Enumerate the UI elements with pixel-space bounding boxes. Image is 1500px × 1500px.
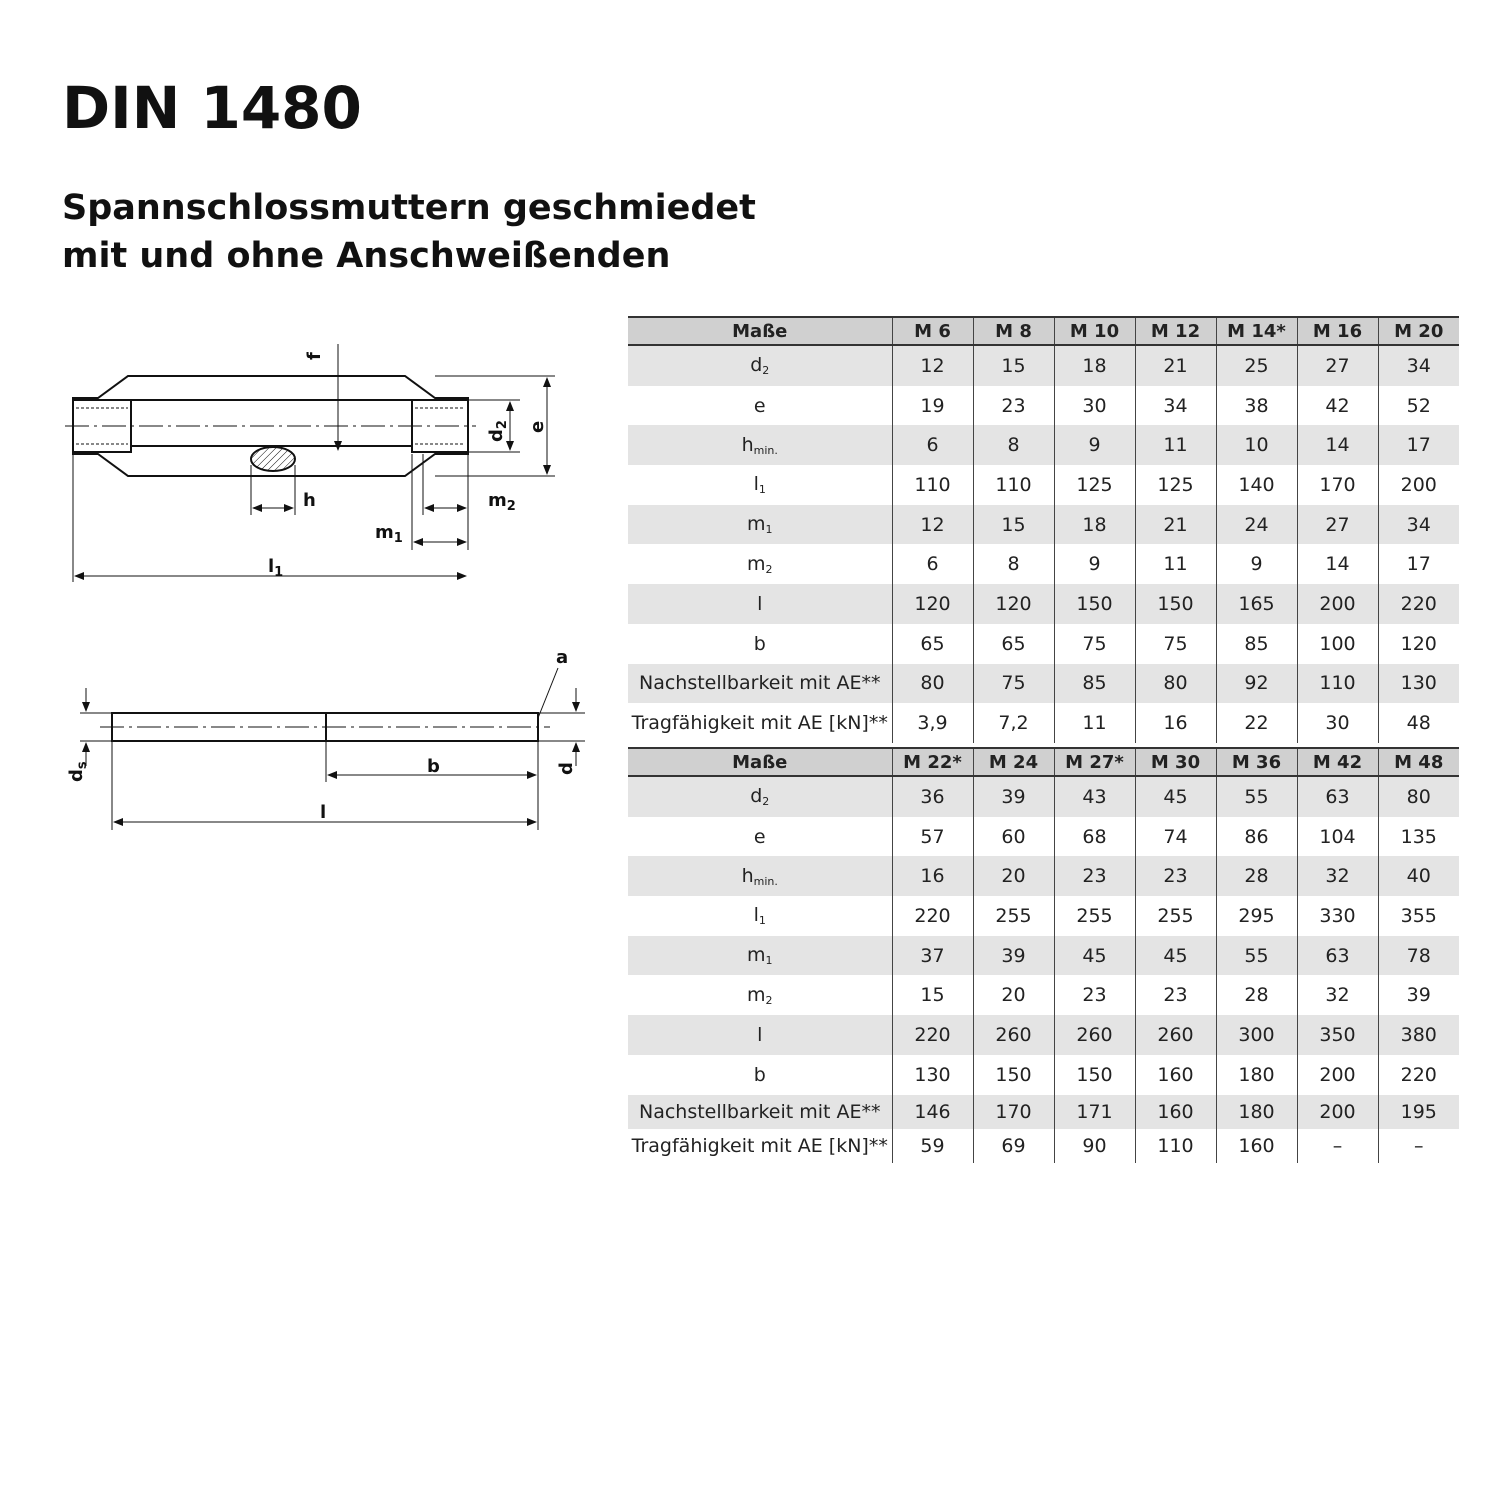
table-cell: 75 bbox=[1135, 624, 1216, 664]
column-header: M 14* bbox=[1216, 317, 1297, 345]
row-label bbox=[628, 505, 892, 545]
table-row bbox=[628, 584, 1459, 624]
row-label-text: m bbox=[746, 552, 766, 575]
table-cell: 380 bbox=[1378, 1015, 1459, 1055]
row-label bbox=[628, 664, 892, 704]
table-body bbox=[628, 345, 1459, 743]
table-cell: 45 bbox=[1054, 936, 1135, 976]
row-label-text: e bbox=[753, 825, 766, 848]
table-cell: 59 bbox=[892, 1129, 973, 1163]
table-cell: 68 bbox=[1054, 817, 1135, 857]
table-cell: 57 bbox=[892, 817, 973, 857]
table-cell: – bbox=[1297, 1129, 1378, 1163]
table-cell: 150 bbox=[973, 1055, 1054, 1095]
table-cell: 9 bbox=[1054, 425, 1135, 465]
row-label bbox=[628, 703, 892, 743]
table-cell: 23 bbox=[973, 386, 1054, 426]
table-cell: 8 bbox=[973, 544, 1054, 584]
page-subtitle-secondary: mit und ohne Anschweißenden bbox=[62, 236, 671, 276]
table-cell: 125 bbox=[1054, 465, 1135, 505]
label-d: d bbox=[556, 762, 577, 775]
table-cell: 20 bbox=[973, 975, 1054, 1015]
label-ds: $d_s$ bbox=[66, 761, 90, 782]
label-m1: $m_1$ bbox=[375, 522, 403, 546]
header-row bbox=[628, 748, 1459, 776]
table-row bbox=[628, 1015, 1459, 1055]
table-row bbox=[628, 425, 1459, 465]
label-l1: $l_1$ bbox=[268, 556, 284, 580]
table-cell: 34 bbox=[1135, 386, 1216, 426]
table-cell: 260 bbox=[1135, 1015, 1216, 1055]
table-cell: 80 bbox=[892, 664, 973, 704]
weld-end-view bbox=[80, 668, 585, 830]
table-cell: 200 bbox=[1297, 584, 1378, 624]
table-cell: 17 bbox=[1378, 544, 1459, 584]
row-label-text: Nachstellbarkeit mit AE** bbox=[638, 672, 881, 695]
row-label bbox=[628, 345, 892, 386]
row-label bbox=[628, 1095, 892, 1129]
row-label-text: Nachstellbarkeit mit AE** bbox=[638, 1100, 881, 1123]
table-cell: 6 bbox=[892, 425, 973, 465]
table-cell: 100 bbox=[1297, 624, 1378, 664]
column-header: M 12 bbox=[1135, 317, 1216, 345]
table-cell: 220 bbox=[1378, 1055, 1459, 1095]
table-row bbox=[628, 896, 1459, 936]
table-cell: 9 bbox=[1054, 544, 1135, 584]
table-cell: 11 bbox=[1054, 703, 1135, 743]
row-label bbox=[628, 544, 892, 584]
table-cell: 17 bbox=[1378, 425, 1459, 465]
table-cell: 150 bbox=[1135, 584, 1216, 624]
column-header: M 36 bbox=[1216, 748, 1297, 776]
table-cell: 16 bbox=[892, 856, 973, 896]
page-title: DIN 1480 bbox=[62, 74, 362, 142]
table-cell: 146 bbox=[892, 1095, 973, 1129]
table-cell: 30 bbox=[1297, 703, 1378, 743]
table-cell: 39 bbox=[973, 936, 1054, 976]
row-label-text: d bbox=[750, 785, 763, 808]
table-cell: 30 bbox=[1054, 386, 1135, 426]
table-cell: 9 bbox=[1216, 544, 1297, 584]
table-cell: 255 bbox=[1135, 896, 1216, 936]
table-cell: 130 bbox=[1378, 664, 1459, 704]
table-row bbox=[628, 975, 1459, 1015]
row-label-text: h bbox=[741, 864, 754, 887]
table-cell: 65 bbox=[973, 624, 1054, 664]
page-subtitle: Spannschlossmuttern geschmiedet bbox=[62, 188, 756, 228]
column-header: M 27* bbox=[1054, 748, 1135, 776]
table-cell: 20 bbox=[973, 856, 1054, 896]
table-cell: 125 bbox=[1135, 465, 1216, 505]
table-cell: 23 bbox=[1054, 856, 1135, 896]
column-header: M 6 bbox=[892, 317, 973, 345]
row-label-text: Tragfähigkeit mit AE [kN]** bbox=[631, 1134, 888, 1157]
table-cell: 65 bbox=[892, 624, 973, 664]
table-cell: 32 bbox=[1297, 856, 1378, 896]
row-label-subscript: 2 bbox=[765, 562, 773, 576]
table-row bbox=[628, 345, 1459, 386]
table-cell: 16 bbox=[1135, 703, 1216, 743]
table-cell: 15 bbox=[973, 345, 1054, 386]
table-cell: 28 bbox=[1216, 975, 1297, 1015]
table-cell: 350 bbox=[1297, 1015, 1378, 1055]
table-cell: 75 bbox=[1054, 624, 1135, 664]
column-header-corner: Maße bbox=[628, 317, 892, 345]
table-cell: 63 bbox=[1297, 776, 1378, 817]
table-cell: 55 bbox=[1216, 776, 1297, 817]
row-label bbox=[628, 584, 892, 624]
table-cell: 27 bbox=[1297, 345, 1378, 386]
row-label bbox=[628, 425, 892, 465]
table-cell: 180 bbox=[1216, 1095, 1297, 1129]
row-label bbox=[628, 1015, 892, 1055]
table-cell: 39 bbox=[973, 776, 1054, 817]
table-cell: 160 bbox=[1135, 1095, 1216, 1129]
table-cell: 171 bbox=[1054, 1095, 1135, 1129]
row-label-text: l bbox=[753, 904, 759, 927]
column-header: M 24 bbox=[973, 748, 1054, 776]
table-cell: 22 bbox=[1216, 703, 1297, 743]
label-f: f bbox=[304, 352, 325, 360]
row-label-text: l bbox=[757, 592, 763, 615]
table-cell: 43 bbox=[1054, 776, 1135, 817]
table-row bbox=[628, 544, 1459, 584]
table-cell: 86 bbox=[1216, 817, 1297, 857]
table-cell: 15 bbox=[892, 975, 973, 1015]
row-label-subscript: 2 bbox=[762, 364, 770, 378]
table-cell: 19 bbox=[892, 386, 973, 426]
table-cell: 200 bbox=[1297, 1095, 1378, 1129]
table-cell: 220 bbox=[892, 1015, 973, 1055]
table-cell: 12 bbox=[892, 345, 973, 386]
table-cell: 32 bbox=[1297, 975, 1378, 1015]
table-cell: 14 bbox=[1297, 544, 1378, 584]
row-label-text: m bbox=[746, 513, 766, 536]
table-cell: 74 bbox=[1135, 817, 1216, 857]
row-label-subscript: 1 bbox=[765, 954, 773, 968]
table-cell: 45 bbox=[1135, 776, 1216, 817]
table-cell: 104 bbox=[1297, 817, 1378, 857]
table-cell: 45 bbox=[1135, 936, 1216, 976]
table-cell: 80 bbox=[1378, 776, 1459, 817]
table-cell: 42 bbox=[1297, 386, 1378, 426]
table-row bbox=[628, 624, 1459, 664]
table-cell: 80 bbox=[1135, 664, 1216, 704]
row-label bbox=[628, 624, 892, 664]
row-label-text: m bbox=[746, 944, 766, 967]
column-header: M 20 bbox=[1378, 317, 1459, 345]
table-cell: 255 bbox=[1054, 896, 1135, 936]
row-label bbox=[628, 1055, 892, 1095]
table-cell: 220 bbox=[892, 896, 973, 936]
table-cell: 135 bbox=[1378, 817, 1459, 857]
table-row bbox=[628, 936, 1459, 976]
table-cell: 150 bbox=[1054, 584, 1135, 624]
technical-drawing bbox=[40, 330, 600, 850]
label-d2: $d_2$ bbox=[486, 420, 510, 442]
label-b: b bbox=[427, 756, 440, 777]
table-cell: 55 bbox=[1216, 936, 1297, 976]
table-cell: 85 bbox=[1216, 624, 1297, 664]
table-body bbox=[628, 776, 1459, 1163]
table-cell: 23 bbox=[1135, 975, 1216, 1015]
row-label-subscript: 2 bbox=[762, 795, 770, 809]
label-h: h bbox=[303, 490, 316, 511]
table-cell: 37 bbox=[892, 936, 973, 976]
column-header: M 8 bbox=[973, 317, 1054, 345]
table-cell: 25 bbox=[1216, 345, 1297, 386]
row-label bbox=[628, 1129, 892, 1163]
table-row bbox=[628, 386, 1459, 426]
table-row bbox=[628, 1055, 1459, 1095]
column-header-corner: Maße bbox=[628, 748, 892, 776]
table-cell: 23 bbox=[1054, 975, 1135, 1015]
row-label-text: b bbox=[753, 1063, 766, 1086]
table-row bbox=[628, 664, 1459, 704]
table-cell: 12 bbox=[892, 505, 973, 545]
dimensions-table-large bbox=[628, 747, 1459, 1163]
table-cell: 52 bbox=[1378, 386, 1459, 426]
row-label-text: d bbox=[750, 354, 763, 377]
table-cell: 180 bbox=[1216, 1055, 1297, 1095]
table-cell: 170 bbox=[1297, 465, 1378, 505]
label-m2: $m_2$ bbox=[488, 490, 516, 514]
table-cell: 48 bbox=[1378, 703, 1459, 743]
table-cell: 160 bbox=[1135, 1055, 1216, 1095]
table-cell: 130 bbox=[892, 1055, 973, 1095]
table-row bbox=[628, 776, 1459, 817]
table-cell: 36 bbox=[892, 776, 973, 817]
table-cell: 85 bbox=[1054, 664, 1135, 704]
table-cell: 295 bbox=[1216, 896, 1297, 936]
column-header: M 30 bbox=[1135, 748, 1216, 776]
table-row bbox=[628, 1095, 1459, 1129]
row-label-text: m bbox=[746, 983, 766, 1006]
table-cell: 27 bbox=[1297, 505, 1378, 545]
row-label-subscript: 1 bbox=[765, 523, 773, 537]
table-cell: 260 bbox=[1054, 1015, 1135, 1055]
table-cell: 110 bbox=[1297, 664, 1378, 704]
table-cell: 28 bbox=[1216, 856, 1297, 896]
table-cell: 39 bbox=[1378, 975, 1459, 1015]
table-cell: 18 bbox=[1054, 345, 1135, 386]
table-cell: 160 bbox=[1216, 1129, 1297, 1163]
table-cell: 120 bbox=[973, 584, 1054, 624]
table-cell: 3,9 bbox=[892, 703, 973, 743]
column-header: M 10 bbox=[1054, 317, 1135, 345]
table-cell: 200 bbox=[1297, 1055, 1378, 1095]
table-cell: 34 bbox=[1378, 345, 1459, 386]
row-label-text: l bbox=[757, 1023, 763, 1046]
table-cell: – bbox=[1378, 1129, 1459, 1163]
dimensions-table-small bbox=[628, 316, 1459, 743]
table-row bbox=[628, 1129, 1459, 1163]
table-cell: 300 bbox=[1216, 1015, 1297, 1055]
table-cell: 75 bbox=[973, 664, 1054, 704]
label-l: l bbox=[320, 802, 327, 823]
row-label bbox=[628, 856, 892, 896]
table-cell: 140 bbox=[1216, 465, 1297, 505]
table-cell: 18 bbox=[1054, 505, 1135, 545]
row-label-text: e bbox=[753, 394, 766, 417]
table-cell: 8 bbox=[973, 425, 1054, 465]
row-label-text: b bbox=[753, 632, 766, 655]
table-cell: 40 bbox=[1378, 856, 1459, 896]
table-header bbox=[628, 748, 1459, 776]
table-cell: 260 bbox=[973, 1015, 1054, 1055]
table-cell: 24 bbox=[1216, 505, 1297, 545]
row-label-subscript: 2 bbox=[765, 993, 773, 1007]
row-label-text: l bbox=[753, 473, 759, 496]
table-cell: 23 bbox=[1135, 856, 1216, 896]
table-row bbox=[628, 817, 1459, 857]
column-header: M 42 bbox=[1297, 748, 1378, 776]
table-cell: 69 bbox=[973, 1129, 1054, 1163]
table-cell: 165 bbox=[1216, 584, 1297, 624]
table-cell: 110 bbox=[973, 465, 1054, 505]
table-cell: 6 bbox=[892, 544, 973, 584]
table-cell: 200 bbox=[1378, 465, 1459, 505]
table-cell: 170 bbox=[973, 1095, 1054, 1129]
row-label bbox=[628, 776, 892, 817]
row-label-subscript: 1 bbox=[758, 914, 766, 928]
table-cell: 14 bbox=[1297, 425, 1378, 465]
table-cell: 120 bbox=[892, 584, 973, 624]
table-cell: 150 bbox=[1054, 1055, 1135, 1095]
table-row bbox=[628, 856, 1459, 896]
column-header: M 48 bbox=[1378, 748, 1459, 776]
column-header: M 16 bbox=[1297, 317, 1378, 345]
table-cell: 355 bbox=[1378, 896, 1459, 936]
table-cell: 330 bbox=[1297, 896, 1378, 936]
table-cell: 255 bbox=[973, 896, 1054, 936]
row-label bbox=[628, 896, 892, 936]
table-cell: 90 bbox=[1054, 1129, 1135, 1163]
row-label-subscript: 1 bbox=[758, 483, 766, 497]
table-row bbox=[628, 505, 1459, 545]
row-label bbox=[628, 936, 892, 976]
row-label-subscript: min. bbox=[753, 874, 778, 888]
row-label-text: Tragfähigkeit mit AE [kN]** bbox=[631, 712, 888, 735]
row-label bbox=[628, 817, 892, 857]
table-cell: 7,2 bbox=[973, 703, 1054, 743]
table-cell: 21 bbox=[1135, 505, 1216, 545]
table-cell: 21 bbox=[1135, 345, 1216, 386]
row-label bbox=[628, 975, 892, 1015]
table-row bbox=[628, 465, 1459, 505]
table-header bbox=[628, 317, 1459, 345]
table-cell: 63 bbox=[1297, 936, 1378, 976]
row-label bbox=[628, 465, 892, 505]
table-cell: 120 bbox=[1378, 624, 1459, 664]
row-label bbox=[628, 386, 892, 426]
label-a: a bbox=[556, 647, 569, 668]
row-label-subscript: min. bbox=[753, 443, 778, 457]
row-label-text: h bbox=[741, 433, 754, 456]
table-cell: 110 bbox=[892, 465, 973, 505]
header-row bbox=[628, 317, 1459, 345]
table-cell: 11 bbox=[1135, 544, 1216, 584]
table-cell: 34 bbox=[1378, 505, 1459, 545]
table-cell: 220 bbox=[1378, 584, 1459, 624]
table-cell: 78 bbox=[1378, 936, 1459, 976]
table-cell: 10 bbox=[1216, 425, 1297, 465]
table-cell: 92 bbox=[1216, 664, 1297, 704]
table-row bbox=[628, 703, 1459, 743]
table-cell: 15 bbox=[973, 505, 1054, 545]
table-cell: 195 bbox=[1378, 1095, 1459, 1129]
turnbuckle-body-view bbox=[65, 344, 555, 582]
table-cell: 60 bbox=[973, 817, 1054, 857]
table-cell: 11 bbox=[1135, 425, 1216, 465]
label-e: e bbox=[527, 420, 548, 433]
table-cell: 110 bbox=[1135, 1129, 1216, 1163]
table-cell: 38 bbox=[1216, 386, 1297, 426]
column-header: M 22* bbox=[892, 748, 973, 776]
